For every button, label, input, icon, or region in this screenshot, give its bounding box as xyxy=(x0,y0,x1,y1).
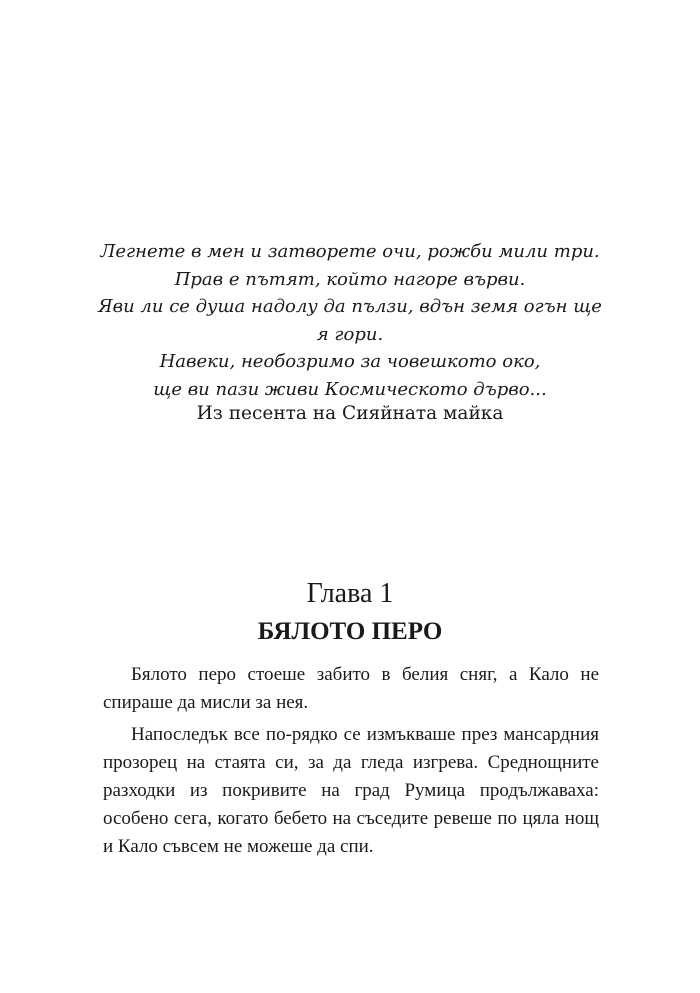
epigraph-line: Навеки, необозримо за човешкото око, xyxy=(159,351,541,372)
epigraph-line: ще ви пази живи Космическото дърво... xyxy=(153,378,547,400)
chapter-body xyxy=(103,661,599,865)
epigraph xyxy=(80,238,620,403)
chapter-number: Глава 1 xyxy=(306,578,394,609)
epigraph-line: Яви ли се душа надолу да пълзи, вдън земя огън ще xyxy=(98,296,602,317)
epigraph-line: я гори. xyxy=(316,323,384,345)
epigraph-line: Прав е пътят, който нагоре върви. xyxy=(174,268,526,290)
paragraph: Напоследък все по-рядко се измъкваше през мансардния прозорец на стаята си, за да гледа изгрева. Среднощните разходки из покривите на град Румица продължаваха: особено сега, когато бебето на съседите ревеше по цяла нощ и Кало съвсем не можеше да спи. xyxy=(103,724,599,857)
chapter-title: БЯЛОТО ПЕРО xyxy=(257,618,443,645)
epigraph-attribution: Из песента на Сияйната майка xyxy=(196,403,504,424)
paragraph: Бялото перо стоеше забито в белия сняг, а Кало не спираше да мисли за нея. xyxy=(103,664,599,713)
epigraph-line: Легнете в мен и затворете очи, рожби мили три. xyxy=(100,241,600,262)
